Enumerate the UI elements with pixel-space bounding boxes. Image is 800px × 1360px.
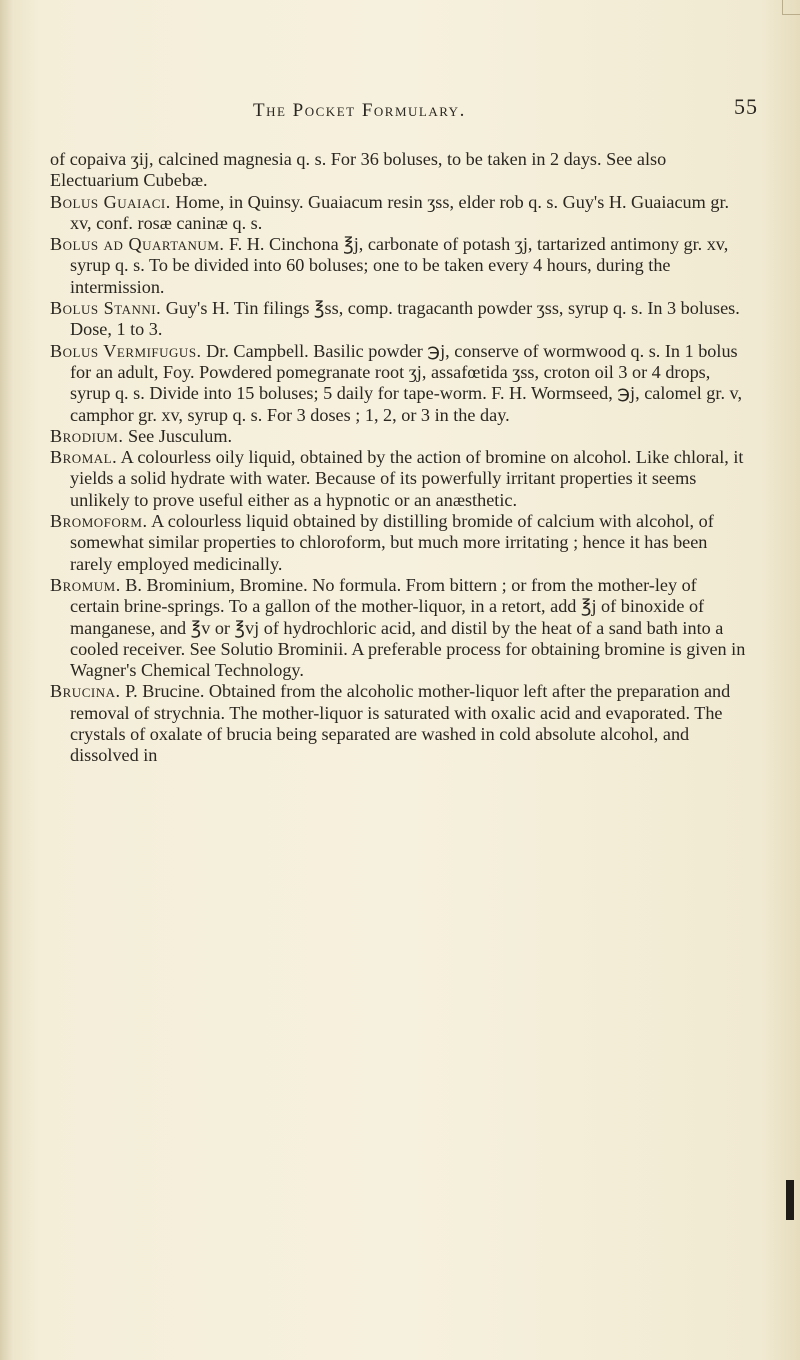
page-gutter (0, 0, 14, 1360)
entry-bromum (50, 575, 750, 681)
entry-text: P. Brucine. Obtained from the alcoholic mother-liquor left after the preparation and removal of strychnia. The mother-liquor is saturated with oxalic acid and evaporated. The crystals of oxalate of brucia being separated are washed in cold absolute alcohol, and dissolved in (70, 681, 731, 766)
entry-bolus-vermifugus (50, 341, 750, 426)
entry-heading: Brucina. (50, 681, 121, 702)
entry-text: A colourless liquid obtained by distilling bromide of calcium with alcohol, of somewhat similar properties to chloroform, but much more irritating ; hence it has been rarely employed medicinally. (70, 511, 714, 574)
entry-heading: Bolus Stanni. (50, 298, 162, 319)
entry-bolus-guaiaci (50, 192, 750, 235)
entry-bromal (50, 447, 750, 511)
entry-brodium (50, 426, 750, 447)
entry-text: See Jusculum. (123, 425, 233, 446)
entry-text: Home, in Quinsy. Guaiacum resin ʒss, elder rob q. s. Guy's H. Guaiacum gr. xv, conf. rosæ caninæ q. s. (70, 191, 730, 233)
entry-text: Dr. Campbell. Basilic powder ℈j, conserve of wormwood q. s. In 1 bolus for an adult, Foy. Powdered pomegranate root ʒj, assafœtida ʒss, croton oil 3 or 4 drops, syrup q. s. Divide into 15 boluses; 5 daily for tape-worm. F. H. Wormseed, ℈j, calomel gr. v, camphor gr. xv, syrup q. s. For 3 doses ; 1, 2, or 3 in the day. (70, 340, 743, 425)
page-number: 55 (734, 94, 758, 119)
entry-heading: Bolus Vermifugus. (50, 340, 202, 361)
entry-text: B. Brominium, Bromine. No formula. From bittern ; or from the mother-ley of certain brine-springs. To a gallon of the mother-liquor, in a retort, add ℥j of binoxide of manganese, and ℥v or ℥vj of hydrochloric acid, and distil by the heat of a sand bath into a cooled receiver. See Solutio Brominii. A preferable process for obtaining bromine is given in Wagner's Chemical Technology. (70, 574, 746, 681)
entry-bolus-ad-quartanum (50, 234, 750, 298)
entry-text: F. H. Cinchona ℥j, carbonate of potash ʒj, tartarized antimony gr. xv, syrup q. s. To be divided into 60 boluses; one to be taken every 4 hours, during the intermission. (70, 234, 729, 297)
page-corner-edge (782, 0, 800, 15)
entry-brucina (50, 681, 750, 766)
entry-heading: Bolus ad Quartanum. (50, 234, 225, 255)
entry-heading: Bolus Guaiaci. (50, 191, 171, 212)
entry-heading: Brodium. (50, 425, 124, 446)
formulary-text (50, 149, 750, 767)
entry-bolus-stanni (50, 298, 750, 341)
entry-text: A colourless oily liquid, obtained by the action of bromine on alcohol. Like chloral, it yields a solid hydrate with water. Because of its powerfully irritant properties it seems unlikely to prove useful either as a hypnotic or an anæsthetic. (70, 447, 744, 510)
entry-text: Guy's H. Tin filings ℥ss, comp. tragacanth powder ʒss, syrup q. s. In 3 boluses. Dose, 1 to 3. (70, 298, 740, 340)
entry-heading: Bromoform. (50, 511, 148, 532)
edge-tab-mark (786, 1180, 794, 1220)
entry-bromoform (50, 511, 750, 575)
entry-heading: Bromum. (50, 574, 121, 595)
running-head-title: The Pocket Formulary. (253, 100, 466, 121)
paragraph-text: of copaiva ʒij, calcined magnesia q. s. For 36 boluses, to be taken in 2 days. See also Electuarium Cubebæ. (50, 149, 667, 191)
paragraph-continuation (50, 149, 750, 192)
entry-heading: Bromal. (50, 447, 118, 468)
